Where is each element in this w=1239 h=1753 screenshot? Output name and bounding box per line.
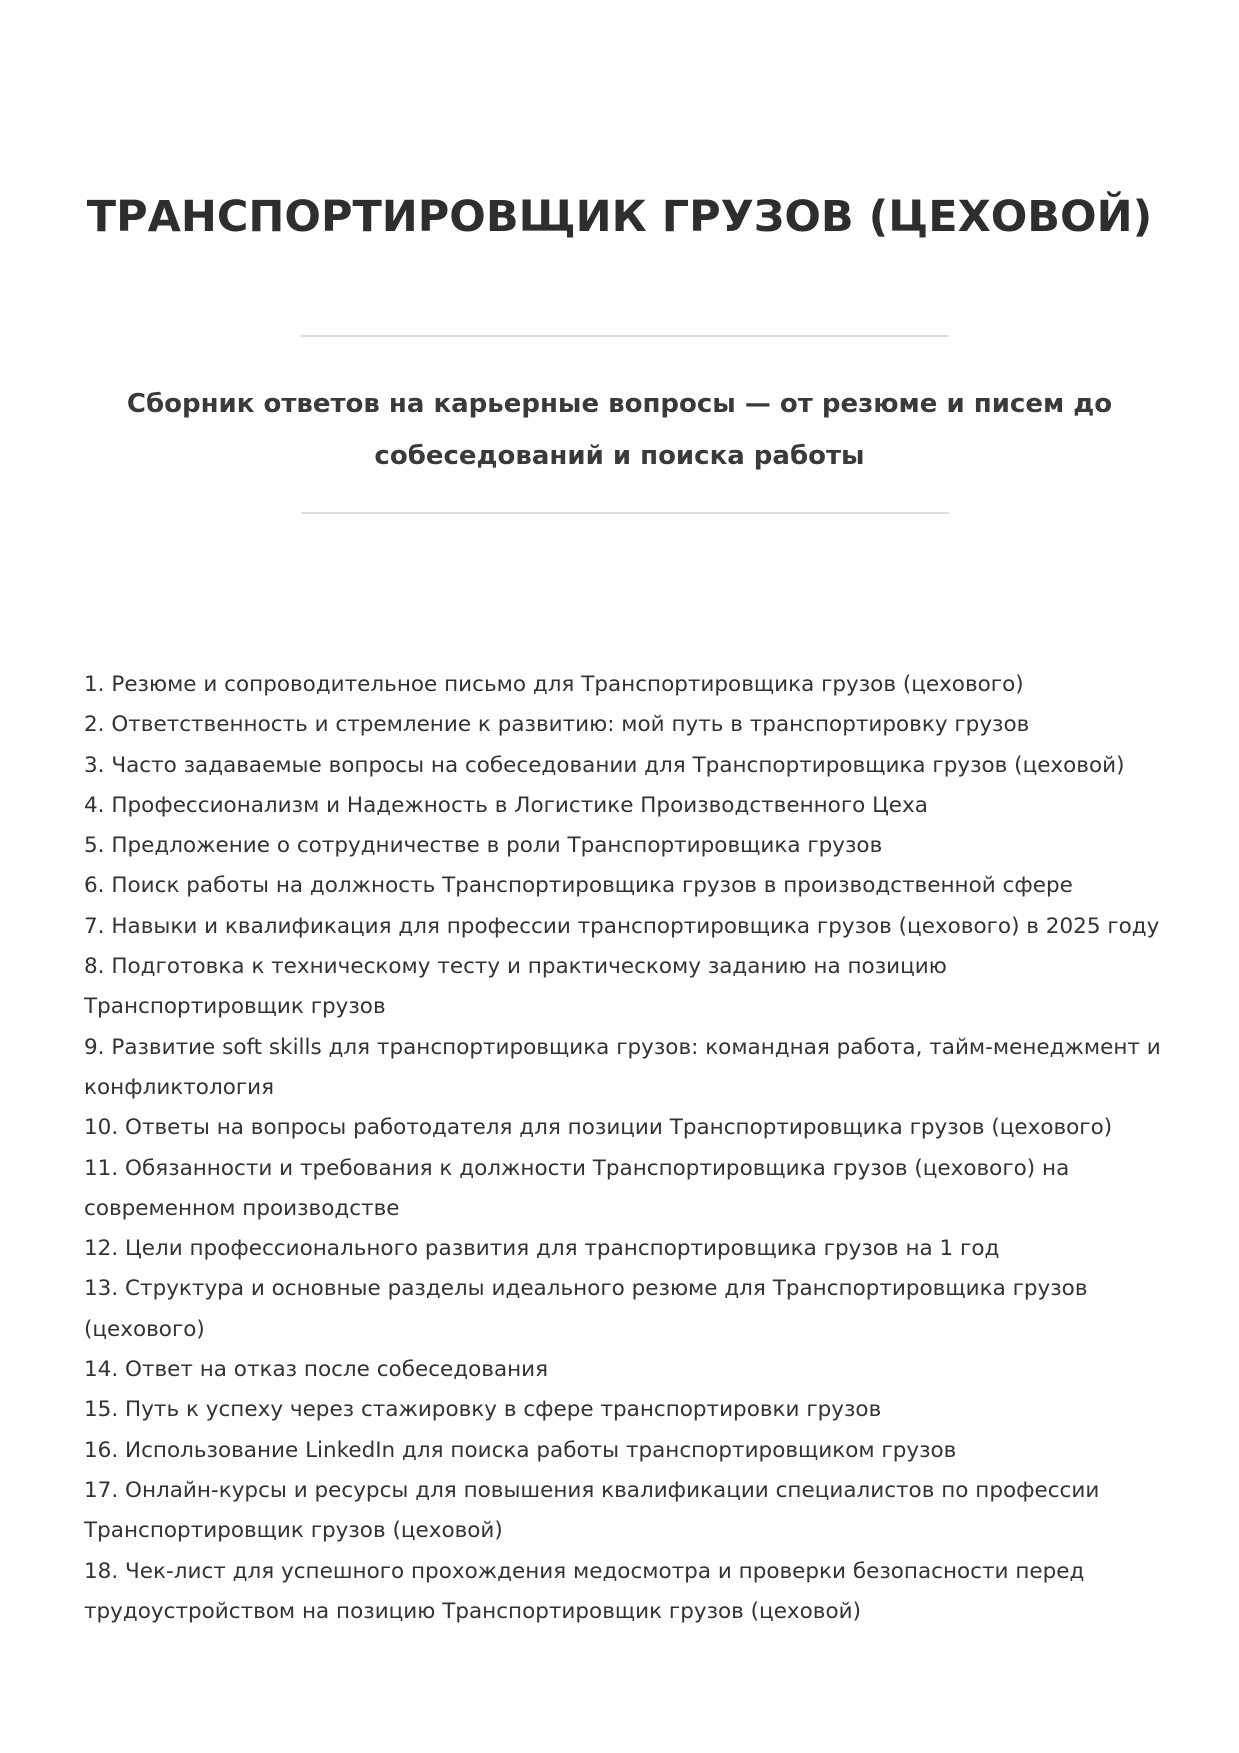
- toc-item: 8. Подготовка к техническому тесту и практическому заданию на позицию Транспортировщик грузов: [84, 954, 947, 1020]
- toc-item: 18. Чек-лист для успешного прохождения медосмотра и проверки безопасности перед трудоустройством на позицию Транспортировщик грузов (цеховой): [84, 1558, 1085, 1624]
- document-title: ТРАНСПОРТИРОВЩИК ГРУЗОВ (ЦЕХОВОЙ): [86, 192, 1153, 242]
- toc-item: 5. Предложение о сотрудничестве в роли Транспортировщика грузов: [84, 833, 883, 859]
- toc-item: 2. Ответственность и стремление к развитию: мой путь в транспортировку грузов: [84, 712, 1030, 738]
- toc-item: 7. Навыки и квалификация для профессии транспортировщика грузов (цехового) в 2025 году: [84, 913, 1160, 939]
- divider-top: [301, 335, 949, 337]
- document-subtitle: Сборник ответов на карьерные вопросы — от резюме и писем до собеседований и поиска работы: [126, 389, 1113, 471]
- toc-item: 10. Ответы на вопросы работодателя для позиции Транспортировщика грузов (цехового): [84, 1115, 1113, 1141]
- toc-item: 17. Онлайн-курсы и ресурсы для повышения квалификации специалистов по профессии Транспортировщик грузов (цеховой): [84, 1477, 1100, 1544]
- table-of-contents: [84, 665, 1164, 1632]
- toc-item: 6. Поиск работы на должность Транспортировщика грузов в производственной сфере: [84, 873, 1073, 899]
- toc-item: 3. Часто задаваемые вопросы на собеседовании для Транспортировщика грузов (цеховой): [84, 752, 1125, 778]
- toc-item: 14. Ответ на отказ после собеседования: [84, 1357, 549, 1383]
- toc-item: 16. Использование LinkedIn для поиска работы транспортировщиком грузов: [84, 1437, 957, 1463]
- toc-item: 9. Развитие soft skills для транспортировщика грузов: командная работа, тайм-менеджмент и конфликтология: [84, 1034, 1161, 1100]
- toc-item: 1. Резюме и сопроводительное письмо для Транспортировщика грузов (цехового): [84, 672, 1024, 697]
- toc-item: 11. Обязанности и требования к должности Транспортировщика грузов (цехового) на современном производстве: [84, 1155, 1070, 1221]
- toc-item: 15. Путь к успеху через стажировку в сфере транспортировки грузов: [84, 1397, 882, 1423]
- divider-bottom: [301, 512, 949, 514]
- toc-item: 4. Профессионализм и Надежность в Логистике Производственного Цеха: [84, 792, 928, 818]
- toc-item: 13. Структура и основные разделы идеального резюме для Транспортировщика грузов (цехового): [84, 1276, 1088, 1342]
- toc-item: 12. Цели профессионального развития для транспортировщика грузов на 1 год: [84, 1236, 1000, 1262]
